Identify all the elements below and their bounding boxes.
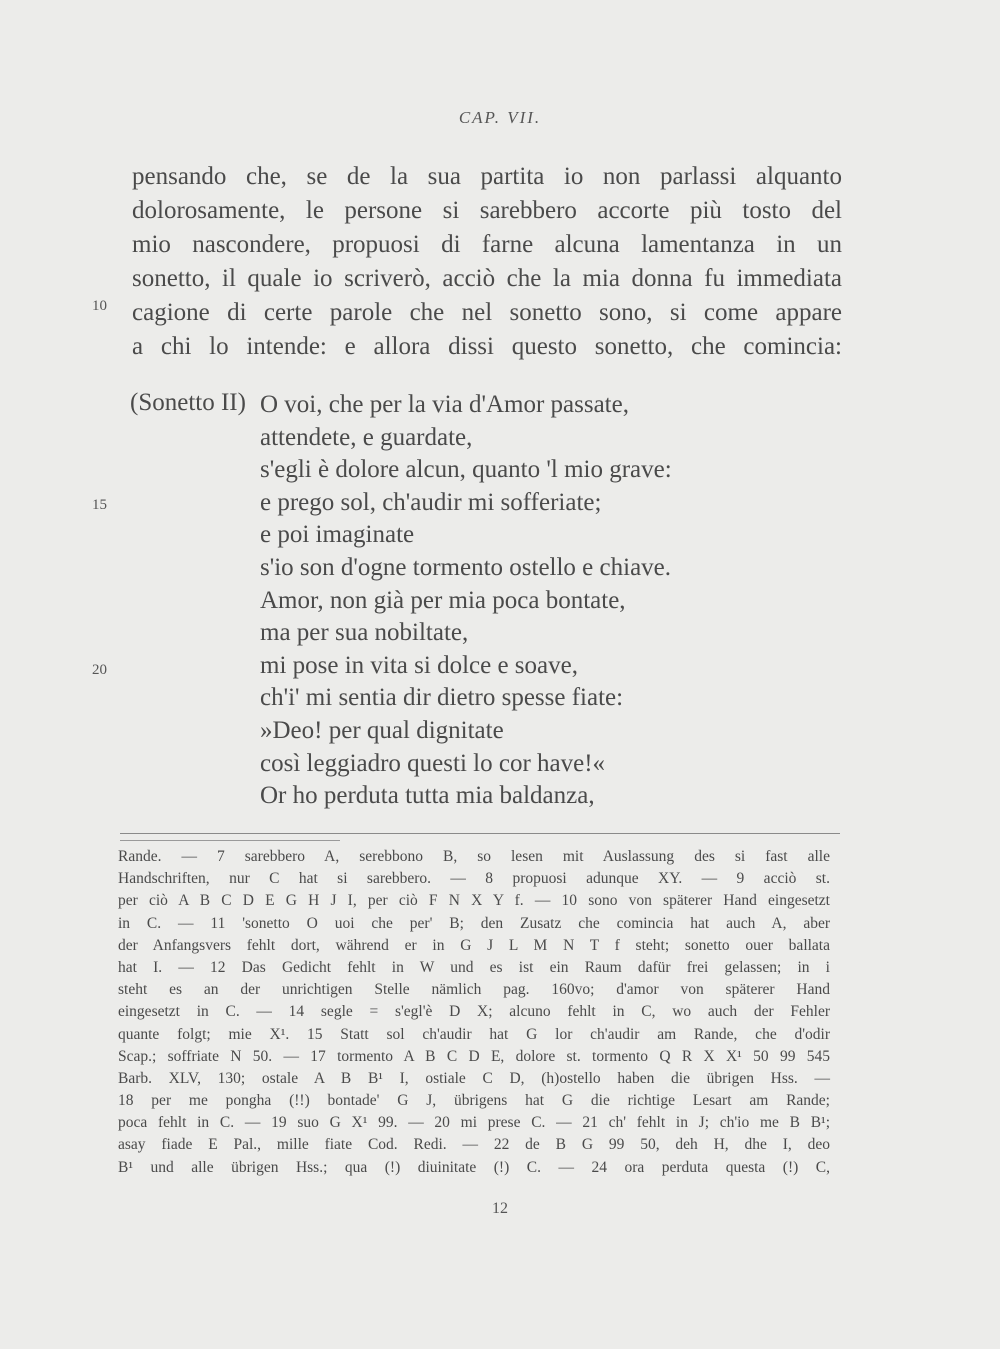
footnote-line: asay fiade E Pal., mille fiate Cod. Redi. — 22 de B G 99 50, deh H, dhe I, deo (118, 1136, 830, 1154)
verse-line: attendete, e guardate, (260, 423, 473, 451)
footnote-divider (120, 833, 840, 834)
footnote-line: 18 per me pongha (!!) bontade' G J, übrigens hat G die richtige Lesart am Rande; (118, 1092, 830, 1110)
footnote-line: steht es an der unrichtigen Stelle nämlich pag. 160vo; d'amor von späterer Hand (118, 981, 830, 999)
line-number: 15 (92, 497, 107, 513)
footnote-line: in C. — 11 'sonetto O uoi che per' B; den Zusatz che comincia hat auch A, aber (118, 914, 830, 932)
footnote-line: B¹ und alle übrigen Hss.; qua (!) diuinitate (!) C. — 24 ora perduta questa (!) C, (118, 1158, 830, 1176)
sonnet-label: (Sonetto II) (130, 389, 246, 416)
verse-line: s'egli è dolore alcun, quanto 'l mio grave: (260, 456, 672, 484)
prose-paragraph (132, 160, 842, 364)
footnote-line: Rande. — 7 sarebbero A, serebbono B, so lesen mit Auslassung des si fast alle (118, 848, 830, 865)
footnote-line: poca fehlt in C. — 19 suo G X¹ 99. — 20 mi prese C. — 21 ch' fehlt in J; ch'io me B B¹; (118, 1114, 830, 1132)
footnote-line: hat I. — 12 Das Gedicht fehlt in W und es ist ein Raum dafür frei gelassen; in i (118, 958, 830, 976)
verse-line: mi pose in vita si dolce e soave, (260, 651, 578, 679)
verse-line: s'io son d'ogne tormento ostello e chiave. (260, 553, 672, 581)
footnote-divider-short (120, 840, 340, 841)
verse-line: così leggiadro questi lo cor have!« (260, 749, 606, 777)
verse-line: ch'i' mi sentia dir dietro spesse fiate: (260, 684, 624, 712)
prose-line: pensando che, se de la sua partita io non parlassi alquanto (132, 163, 842, 190)
critical-apparatus (118, 846, 830, 1179)
chapter-header: CAP. VII. (458, 108, 542, 127)
footnote-line: quante folgt; mie X¹. 15 Statt sol ch'audir hat G lor ch'audir am Rande, che d'odir (118, 1025, 830, 1043)
verse-line: Or ho perduta tutta mia baldanza, (260, 782, 595, 810)
footnote-line: per ciò A B C D E G H J I, per ciò F N X Y f. — 10 sono von späterer Hand eingesetzt (118, 892, 830, 910)
footnote-line: eingesetzt in C. — 14 segle = s'egl'è D X; alcuno fehlt in C, wo auch der Fehler (118, 1003, 830, 1021)
sonnet-verses (260, 388, 672, 812)
line-number: 20 (92, 662, 107, 678)
footnote-line: Barb. XLV, 130; ostale A B B¹ I, ostiale C D, (h)ostello haben die übrigen Hss. — (118, 1069, 830, 1087)
verse-line: Amor, non già per mia poca bontate, (260, 586, 626, 614)
line-number: 10 (92, 298, 107, 314)
verse-line: ma per sua nobiltate, (260, 619, 469, 647)
prose-line: a chi lo intende: e allora dissi questo sonetto, che comincia: (132, 333, 842, 360)
verse-line: O voi, che per la via d'Amor passate, (260, 391, 629, 418)
verse-line: »Deo! per qual dignitate (260, 716, 504, 744)
prose-line: sonetto, il quale io scriverò, acciò che la mia donna fu immediata (132, 265, 842, 292)
footnote-line: Handschriften, nur C hat si sarebbero. — 8 propuosi adunque XY. — 9 acciò st. (118, 870, 830, 888)
prose-line: cagione di certe parole che nel sonetto sono, si come appare (132, 299, 842, 326)
prose-line: mio nascondere, propuosi di farne alcuna lamentanza in un (132, 231, 842, 258)
footnote-line: Scap.; soffriate N 50. — 17 tormento A B C D E, dolore st. tormento Q R X X¹ 50 99 545 (118, 1047, 830, 1065)
verse-line: e prego sol, ch'audir mi sofferiate; (260, 488, 602, 516)
footnote-line: der Anfangsvers fehlt dort, während er in G J L M N T f steht; sonetto ouer ballata (118, 936, 830, 954)
prose-line: dolorosamente, le persone si sarebbero accorte più tosto del (132, 197, 842, 224)
verse-line: e poi imaginate (260, 521, 415, 549)
page-number: 12 (492, 1200, 508, 1217)
